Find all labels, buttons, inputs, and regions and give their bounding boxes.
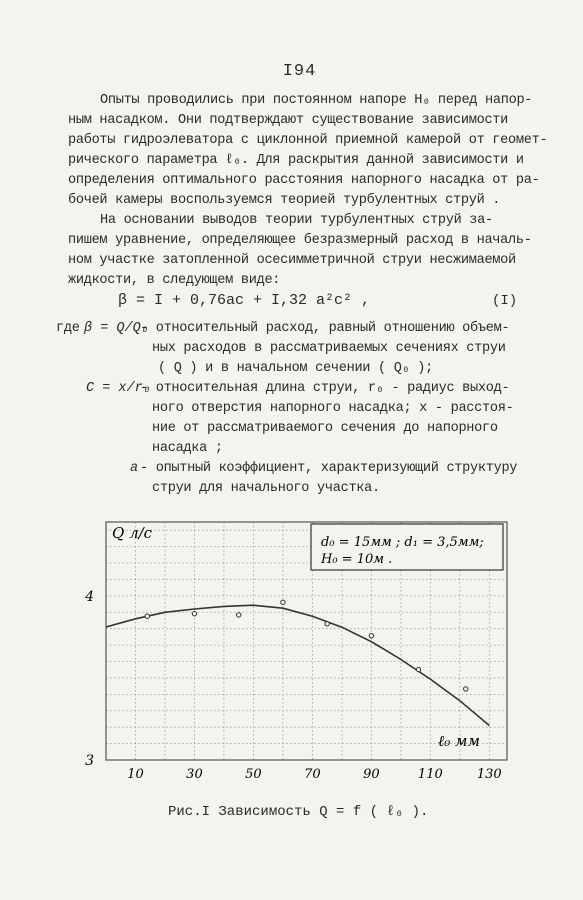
c-definition: C = x/r₀: [86, 381, 151, 396]
q-vs-l0-chart: [0, 500, 583, 800]
paragraph-1-line: работы гидроэлеватора с циклонной приемной камерой от геомет-: [68, 133, 548, 148]
beta-line: ных расходов в рассматриваемых сечениях струи: [152, 341, 506, 356]
paragraph-2-line: жидкости, в следующем виде:: [68, 273, 281, 288]
a-line: струи для начального участка.: [152, 481, 380, 496]
where-label: где: [56, 321, 80, 336]
data-point: [416, 667, 420, 671]
beta-line: ( Q ) и в начальном сечении ( Q₀ );: [158, 361, 434, 376]
fitted-curve: [106, 605, 489, 725]
x-tick-labels: [127, 767, 502, 782]
legend-line: d₀ = 15мм ; d₁ = 3,5мм;: [321, 535, 484, 550]
beta-definition: β = Q/Q₀: [84, 321, 149, 336]
c-line: ние от рассматриваемого сечения до напорного: [152, 421, 498, 436]
y-tick-label: 4: [85, 588, 94, 605]
chart-legend: [311, 524, 503, 570]
data-points: [145, 600, 468, 691]
c-line: насадка ;: [152, 441, 223, 456]
x-tick-label: 130: [476, 767, 502, 782]
data-point: [325, 622, 329, 626]
y-axis-label: Q л/с: [112, 524, 153, 542]
data-point: [464, 687, 468, 691]
data-point: [145, 614, 149, 618]
formula-number: (I): [492, 293, 518, 309]
c-line: - относительная длина струи, r₀ - радиус выход-: [140, 381, 510, 396]
paragraph-2-line: пишем уравнение, определяющее безразмерный расход в началь-: [68, 233, 532, 248]
x-tick-label: 70: [304, 767, 321, 782]
legend-line: H₀ = 10м .: [321, 552, 393, 567]
paragraph-1-line: рического параметра ℓ₀. Для раскрытия данной зависимости и: [68, 153, 524, 168]
paragraph-2-line: ном участке затопленной осесимметричной струи несжимаемой: [68, 253, 516, 268]
y-tick-label: 3: [85, 753, 94, 769]
beta-line: - относительный расход, равный отношению объем-: [140, 321, 510, 336]
paragraph-1-line: Опыты проводились при постоянном напоре H₀ перед напор-: [100, 93, 533, 108]
x-tick-label: 50: [245, 767, 262, 782]
y-tick-labels: [84, 589, 94, 769]
a-definition: a: [130, 461, 139, 476]
page-number: I94: [282, 62, 317, 81]
x-tick-label: 10: [127, 767, 144, 782]
paragraph-1-line: бочей камеры воспользуемся теорией турбулентных струй .: [68, 193, 501, 208]
paragraph-2-line: На основании выводов теории турбулентных струй за-: [100, 213, 493, 228]
paragraph-1-line: определения оптимального расстояния напорного насадка от ра-: [68, 173, 540, 188]
c-line: ного отверстия напорного насадка; x - расстоя-: [152, 401, 514, 416]
paragraph-1-line: ным насадком. Они подтверждают существование зависимости: [68, 113, 509, 128]
data-point: [369, 634, 373, 638]
data-point: [192, 612, 196, 616]
x-axis-label: ℓ₀ мм: [438, 732, 480, 750]
data-point: [236, 613, 240, 617]
data-point: [281, 600, 285, 604]
figure-caption: Рис.I Зависимость Q = f ( ℓ₀ ).: [168, 804, 429, 820]
x-tick-label: 110: [417, 767, 443, 782]
a-line: - опытный коэффициент, характеризующий структуру: [140, 461, 518, 476]
x-tick-label: 30: [186, 767, 203, 782]
x-tick-label: 90: [363, 767, 380, 782]
formula: β = I + 0,76ac + I,32 a²c² ,: [118, 292, 371, 309]
